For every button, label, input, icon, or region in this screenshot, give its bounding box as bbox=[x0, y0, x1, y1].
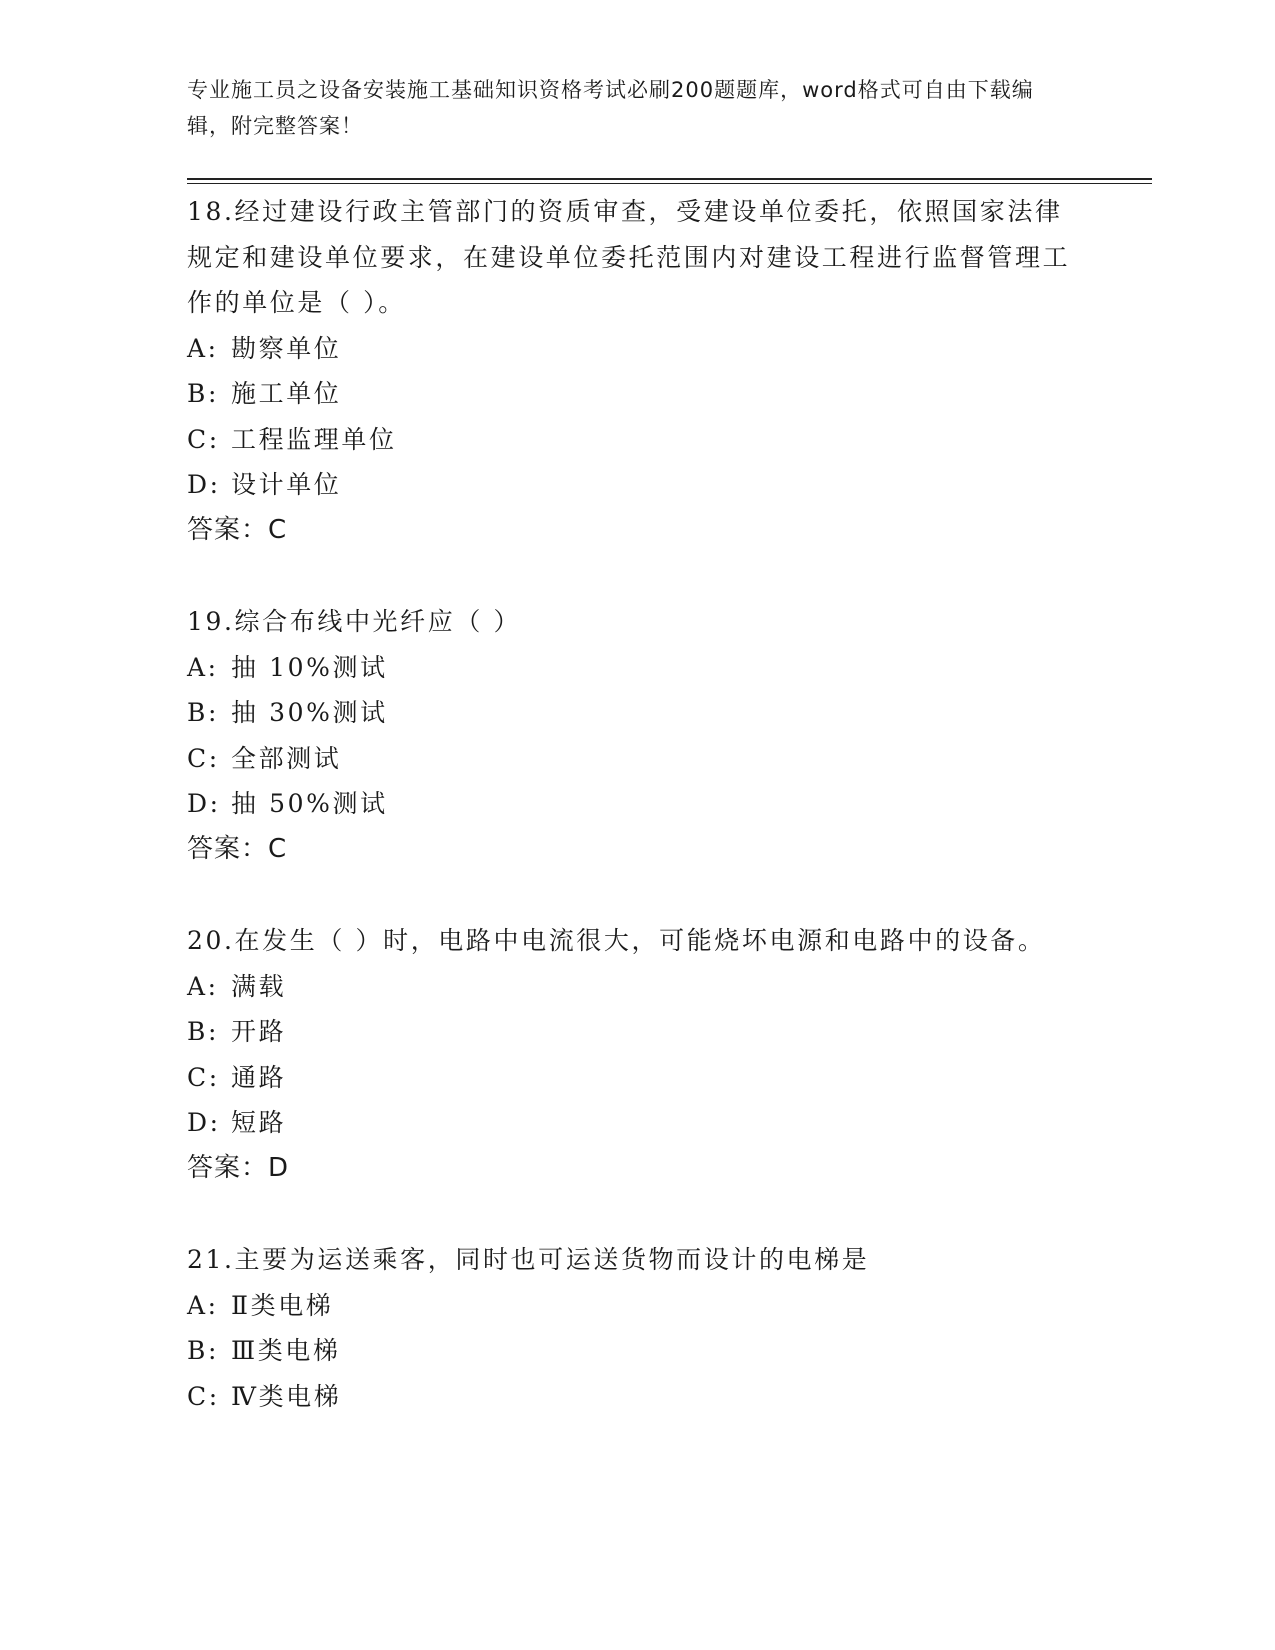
option-b bbox=[187, 1009, 1087, 1055]
option-d bbox=[187, 462, 1087, 508]
option-text: 短路 bbox=[231, 1108, 287, 1137]
option-key: C: bbox=[187, 424, 220, 454]
option-text: 抽 10%测试 bbox=[231, 652, 388, 682]
answer-line: 答案：D bbox=[187, 1152, 290, 1183]
option-a bbox=[187, 645, 1087, 691]
answer-line: 答案：C bbox=[187, 514, 288, 545]
answer-line: 答案：C bbox=[187, 833, 288, 864]
question-19 bbox=[187, 599, 1087, 872]
option-key: D: bbox=[187, 1108, 221, 1137]
option-key: C: bbox=[187, 743, 220, 773]
option-key: B: bbox=[187, 379, 219, 408]
question-list bbox=[187, 189, 1087, 1465]
question-18 bbox=[187, 189, 1087, 553]
option-text: 抽 50%测试 bbox=[231, 789, 388, 818]
option-key: B: bbox=[187, 698, 219, 727]
header-divider bbox=[187, 178, 1152, 180]
option-b bbox=[187, 1328, 1087, 1374]
option-text: 开路 bbox=[231, 1017, 287, 1046]
option-key: A: bbox=[187, 652, 219, 682]
option-b bbox=[187, 690, 1087, 736]
header-divider-thin bbox=[187, 183, 1152, 184]
option-key: B: bbox=[187, 1336, 219, 1365]
option-key: D: bbox=[187, 789, 221, 818]
option-key: A: bbox=[187, 1290, 219, 1320]
option-text: 通路 bbox=[231, 1062, 287, 1092]
option-key: D: bbox=[187, 470, 221, 499]
option-text: 满载 bbox=[231, 971, 287, 1001]
option-text: 全部测试 bbox=[231, 743, 342, 773]
option-text: Ⅳ类电梯 bbox=[231, 1381, 342, 1411]
question-21 bbox=[187, 1237, 1087, 1419]
document-header: 专业施工员之设备安装施工基础知识资格考试必刷200题题库，word格式可自由下载编辑，附完整答案！ bbox=[187, 78, 1034, 138]
option-text: Ⅱ类电梯 bbox=[231, 1290, 334, 1320]
option-text: 工程监理单位 bbox=[231, 424, 397, 454]
option-a bbox=[187, 964, 1087, 1010]
option-key: A: bbox=[187, 971, 219, 1001]
question-stem: 20.在发生（ ）时，电路中电流很大，可能烧坏电源和电路中的设备。 bbox=[187, 926, 1046, 955]
question-20 bbox=[187, 918, 1087, 1191]
option-c bbox=[187, 1374, 1087, 1420]
option-text: 勘察单位 bbox=[231, 333, 342, 363]
option-text: Ⅲ类电梯 bbox=[231, 1336, 341, 1365]
option-c bbox=[187, 417, 1087, 463]
option-text: 施工单位 bbox=[231, 379, 342, 408]
option-key: A: bbox=[187, 333, 219, 363]
option-a bbox=[187, 1283, 1087, 1329]
question-stem: 19.综合布线中光纤应（ ） bbox=[187, 607, 522, 636]
option-key: C: bbox=[187, 1381, 220, 1411]
option-c bbox=[187, 1055, 1087, 1101]
option-b bbox=[187, 371, 1087, 417]
option-d bbox=[187, 781, 1087, 827]
option-text: 设计单位 bbox=[231, 470, 342, 499]
option-key: B: bbox=[187, 1017, 219, 1046]
option-d bbox=[187, 1100, 1087, 1146]
option-text: 抽 30%测试 bbox=[231, 698, 388, 727]
question-stem: 21.主要为运送乘客，同时也可运送货物而设计的电梯是 bbox=[187, 1245, 870, 1274]
option-c bbox=[187, 736, 1087, 782]
option-key: C: bbox=[187, 1062, 220, 1092]
question-stem: 18.经过建设行政主管部门的资质审查，受建设单位委托，依照国家法律规定和建设单位要求，在建设单位委托范围内对建设工程进行监督管理工作的单位是（ ）。 bbox=[187, 197, 1071, 317]
option-a bbox=[187, 326, 1087, 372]
